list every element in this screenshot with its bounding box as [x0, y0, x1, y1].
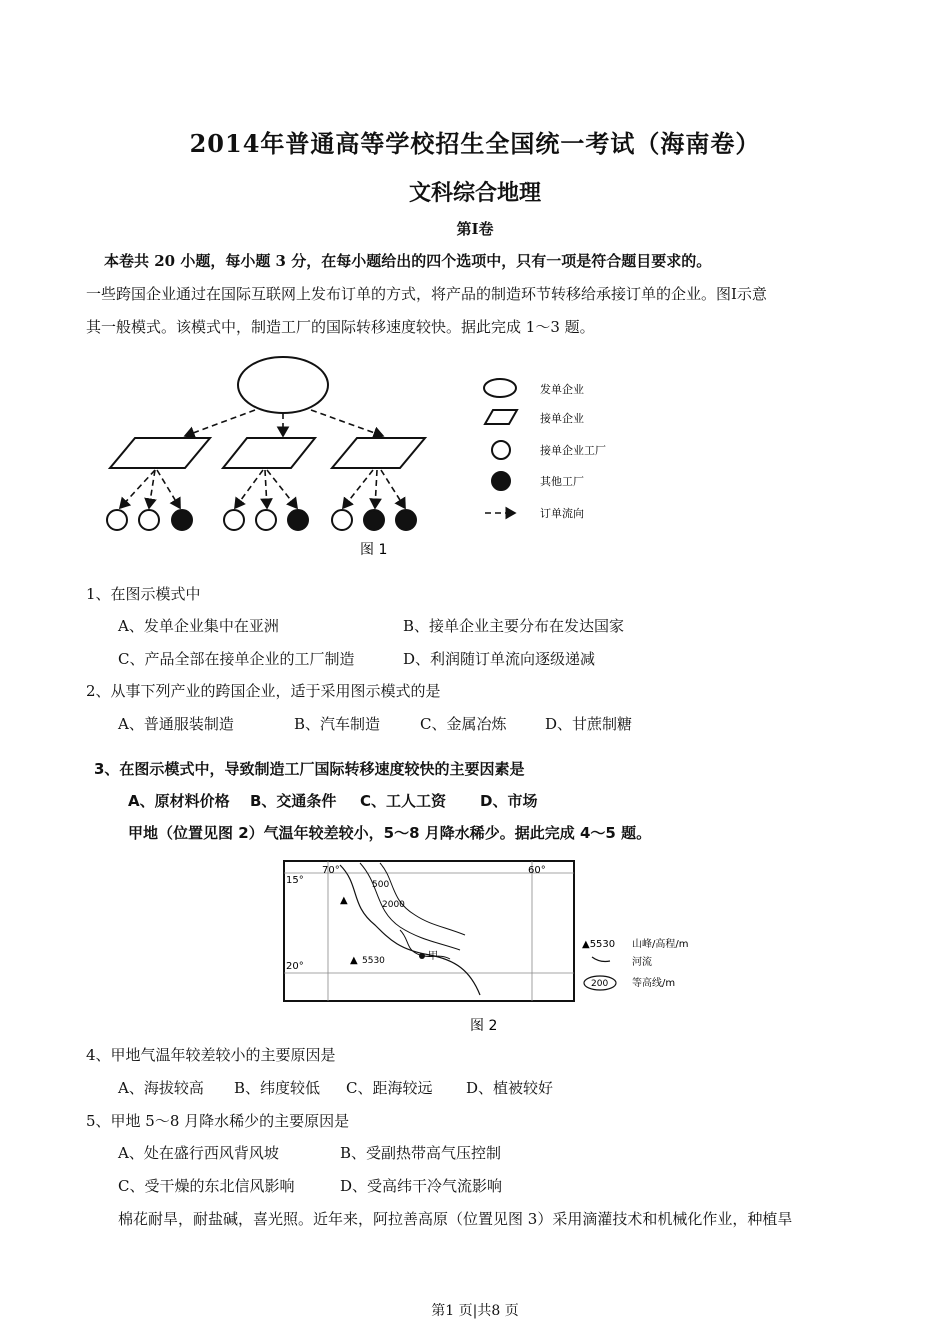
question-1-stem: 1、在图示模式中 [86, 585, 201, 603]
q4-option-a: A、海拔较高 [118, 1079, 204, 1097]
legend-contractor: 接单企业 [540, 412, 584, 425]
page-title: 2014年普通高等学校招生全国统一考试（海南卷） [189, 129, 761, 158]
passage-1-line-2: 其一般模式。该模式中，制造工厂的国际转移速度较快。据此完成 1～3 题。 [86, 318, 595, 336]
page-subtitle: 文科综合地理 [408, 180, 541, 206]
q3-option-b: B、交通条件 [250, 792, 337, 810]
q2-option-a: A、普通服装制造 [118, 715, 234, 733]
figure-2-map [280, 855, 700, 1040]
figure-2-caption: 图 2 [470, 1018, 498, 1034]
q3-option-a: A、原材料价格 [128, 792, 230, 810]
question-4-stem: 4、甲地气温年较差较小的主要原因是 [86, 1046, 336, 1064]
q4-option-b: B、纬度较低 [234, 1079, 321, 1097]
legend-issuer: 发单企业 [540, 383, 584, 396]
lon-60-label: 60° [528, 865, 546, 876]
question-5-stem: 5、甲地 5～8 月降水稀少的主要原因是 [86, 1112, 350, 1130]
passage-1-line-1: 一些跨国企业通过在国际互联网上发布订单的方式，将产品的制造环节转移给承接订单的企业。图Ⅰ示意 [86, 285, 767, 303]
q2-option-c: C、金属冶炼 [420, 715, 507, 733]
legend-order-flow: 订单流向 [540, 507, 584, 520]
q5-option-d: D、受高纬干冷气流影响 [340, 1177, 503, 1195]
q1-option-d: D、利润随订单流向逐级递减 [403, 650, 596, 668]
lon-70-label: 70° [322, 865, 340, 876]
q3-option-d: D、市场 [480, 792, 538, 810]
contractor-shape-1 [110, 438, 210, 468]
question-3-stem: 3、在图示模式中，导致制造工厂国际转移速度较快的主要因素是 [94, 760, 525, 778]
contractor-shape-2 [223, 438, 315, 468]
instruction-text: 本卷共 20 小题，每小题 3 分，在每小题给出的四个选项中，只有一项是符合题目要求的。 [104, 252, 712, 270]
passage-3: 棉花耐旱，耐盐碱，喜光照。近年来，阿拉善高原（位置见图 3）采用滴灌技术和机械化作业，种植旱 [118, 1210, 793, 1228]
peak-triangle-2: ▲ [350, 955, 358, 966]
page-footer: 第1 页|共8 页 [431, 1303, 519, 1319]
figure-1-caption: 图 1 [360, 542, 388, 558]
peak-triangle-1: ▲ [340, 895, 348, 906]
section-heading: 第Ⅰ卷 [456, 220, 494, 238]
q1-option-b: B、接单企业主要分布在发达国家 [403, 617, 625, 635]
contour-500-label: 500 [372, 880, 390, 890]
q5-option-c: C、受干燥的东北信风影响 [118, 1177, 295, 1195]
legend-contour-value: 200 [591, 979, 609, 989]
q4-option-d: D、植被较好 [466, 1079, 554, 1097]
legend-peak-symbol: ▲5530 [582, 939, 616, 950]
q1-option-c: C、产品全部在接单企业的工厂制造 [118, 650, 355, 668]
q3-option-c: C、工人工资 [360, 792, 447, 810]
q4-option-c: C、距海较远 [346, 1079, 433, 1097]
q2-option-b: B、汽车制造 [294, 715, 381, 733]
place-jia-label: 甲 [428, 951, 438, 962]
legend-river: 河流 [632, 957, 652, 968]
peak-value-label: 5530 [362, 956, 385, 966]
lat-15-label: 15° [286, 875, 304, 886]
legend-contour: 等高线/m [632, 978, 676, 989]
passage-1 [86, 278, 886, 344]
question-2-stem: 2、从事下列产业的跨国企业，适于采用图示模式的是 [86, 682, 441, 700]
figure-1-diagram [95, 350, 655, 565]
contractor-shape-3 [332, 438, 425, 468]
q2-option-d: D、甘蔗制糖 [545, 715, 633, 733]
lat-20-label: 20° [286, 961, 304, 972]
legend-peak: 山峰/高程/m [632, 939, 689, 950]
q1-option-a: A、发单企业集中在亚洲 [118, 617, 279, 635]
contour-2000-label: 2000 [382, 900, 405, 910]
q5-option-b: B、受副热带高气压控制 [340, 1144, 502, 1162]
issuer-ellipse [238, 357, 328, 413]
place-jia-dot [419, 953, 425, 959]
q5-option-a: A、处在盛行西风背风坡 [118, 1144, 279, 1162]
legend-contractor-factory: 接单企业工厂 [540, 444, 606, 457]
legend-other-factory: 其他工厂 [540, 475, 584, 488]
map-frame [284, 861, 574, 1001]
passage-2: 甲地（位置见图 2）气温年较差较小，5～8 月降水稀少。据此完成 4～5 题。 [128, 824, 652, 842]
legend-river-symbol [592, 957, 610, 962]
